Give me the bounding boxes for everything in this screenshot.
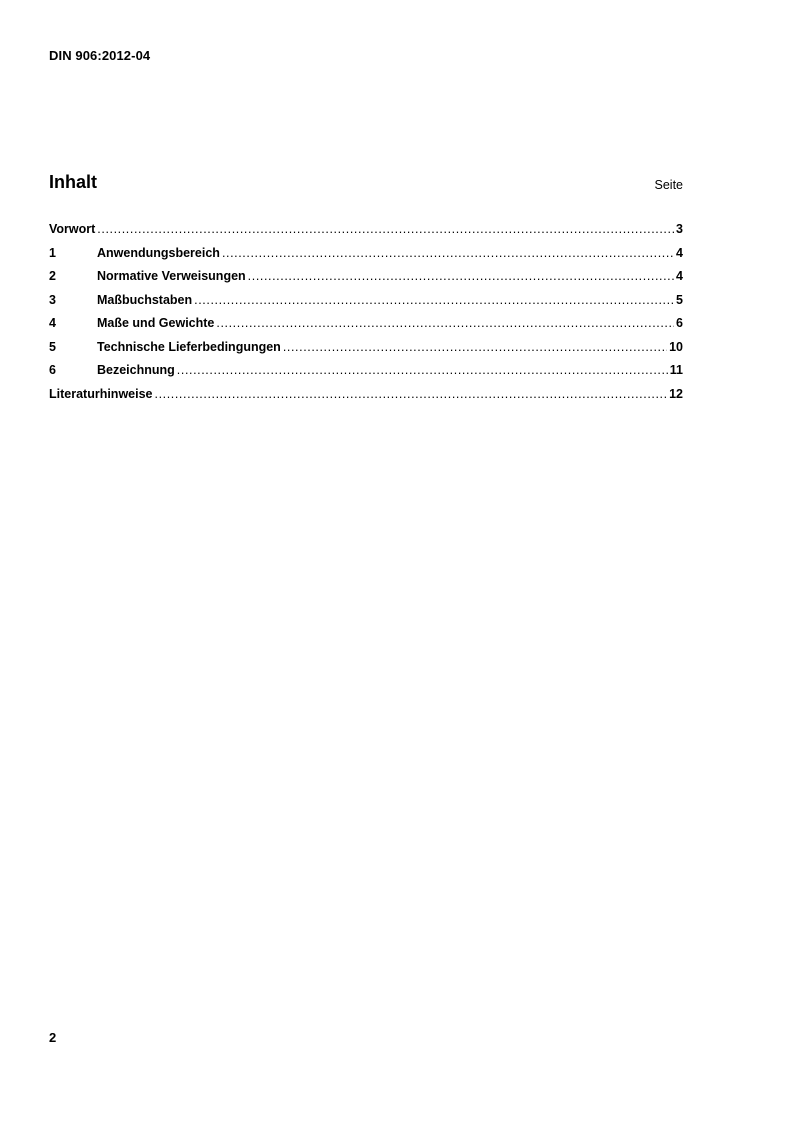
toc-entry-label: Normative Verweisungen <box>97 269 246 283</box>
toc-list <box>49 222 683 410</box>
toc-entry-page: 5 <box>676 292 683 307</box>
toc-leader-dots <box>216 316 674 330</box>
toc-entry-number: 6 <box>49 363 56 377</box>
toc-entry-page: 12 <box>669 386 683 401</box>
toc-entry-massbuchstaben[interactable] <box>49 293 683 317</box>
page-number: 2 <box>49 1030 57 1045</box>
toc-entry-label: Bezeichnung <box>97 363 175 377</box>
toc-entry-label: Vorwort <box>49 222 96 236</box>
toc-entry-literaturhinweise[interactable] <box>49 387 683 411</box>
toc-entry-page: 10 <box>669 339 683 354</box>
toc-entry-anwendungsbereich[interactable] <box>49 246 683 270</box>
toc-entry-number: 1 <box>49 245 56 260</box>
toc-entry-label: Technische Lieferbedingungen <box>97 339 281 354</box>
toc-leader-dots <box>222 246 674 260</box>
toc-entry-page: 11 <box>669 363 683 377</box>
toc-entry-number: 2 <box>49 269 56 283</box>
toc-leader-dots <box>194 293 674 307</box>
toc-entry-number: 3 <box>49 292 56 307</box>
toc-entry-masse-und-gewichte[interactable] <box>49 316 683 340</box>
toc-title: Inhalt <box>49 172 97 192</box>
toc-entry-label: Maße und Gewichte <box>97 316 215 330</box>
document-id: DIN 906:2012-04 <box>49 48 151 63</box>
toc-entry-label: Literaturhinweise <box>49 386 153 401</box>
toc-entry-technische-lieferbedingungen[interactable] <box>49 340 683 364</box>
toc-entry-label: Anwendungsbereich <box>97 245 220 260</box>
toc-entry-bezeichnung[interactable] <box>49 363 683 387</box>
toc-entry-page: 6 <box>676 316 683 330</box>
toc-leader-dots <box>248 269 674 283</box>
toc-entry-number: 5 <box>49 339 56 354</box>
toc-entry-page: 4 <box>676 269 683 283</box>
toc-entry-normative-verweisungen[interactable] <box>49 269 683 293</box>
toc-leader-dots <box>155 387 668 401</box>
toc-entry-page: 3 <box>676 222 683 236</box>
toc-leader-dots <box>283 340 667 354</box>
toc-entry-number: 4 <box>49 316 56 330</box>
toc-entry-page: 4 <box>676 245 683 260</box>
toc-page-column-label: Seite <box>654 178 683 192</box>
toc-leader-dots <box>97 222 674 236</box>
toc-entry-label: Maßbuchstaben <box>97 292 193 307</box>
toc-entry-vorwort[interactable] <box>49 222 683 246</box>
toc-leader-dots <box>177 363 668 377</box>
toc-header <box>49 172 683 198</box>
